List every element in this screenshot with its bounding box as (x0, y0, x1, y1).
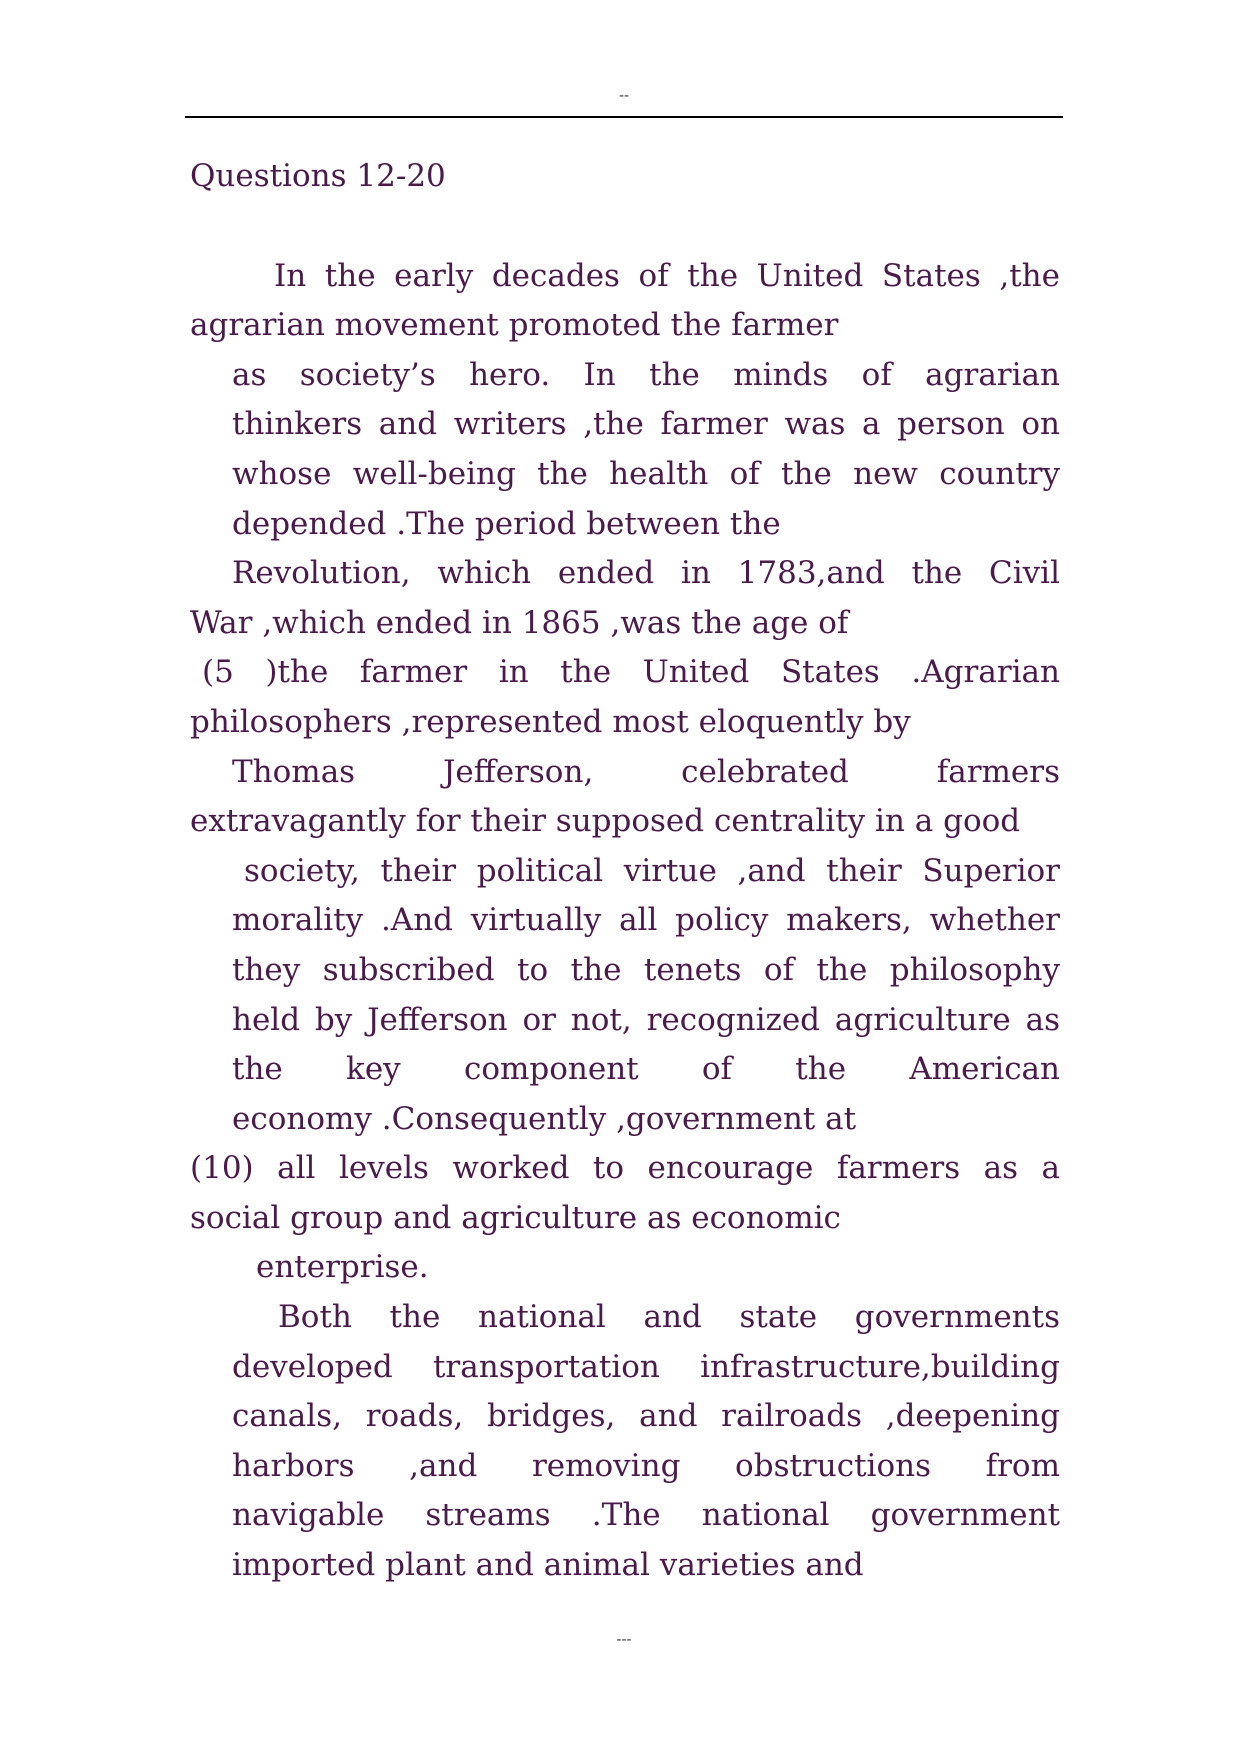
document-body (190, 152, 1060, 1591)
text-line: philosophers ,represented most eloquently by (190, 703, 911, 740)
text-line: War ,which ended in 1865 ,was the age of (190, 604, 849, 641)
text-line: the key component of the American (232, 1051, 1060, 1088)
text-line: whose well-being the health of the new country (232, 455, 1060, 492)
text-line: navigable streams .The national government (232, 1497, 1060, 1534)
text-line: imported plant and animal varieties and (232, 1547, 864, 1584)
text-line: In the early decades of the United States ,the (274, 257, 1060, 294)
text-line: thinkers and writers ,the farmer was a person on (232, 406, 1060, 443)
text-line: Revolution, which ended in 1783,and the Civil (232, 555, 1060, 592)
text-line: developed transportation infrastructure,building (232, 1348, 1060, 1385)
text-line: agrarian movement promoted the farmer (190, 307, 839, 344)
text-line: (10) all levels worked to encourage farmers as a (190, 1150, 1060, 1187)
text-line: morality .And virtually all policy makers, whether (232, 902, 1060, 939)
text-line: enterprise. (256, 1249, 429, 1286)
text-line: Both the national and state governments (278, 1299, 1060, 1336)
questions-heading: Questions 12-20 (190, 158, 446, 194)
text-line: they subscribed to the tenets of the philosophy (232, 951, 1060, 988)
text-line: canals, roads, bridges, and railroads ,deepening (232, 1398, 1060, 1435)
text-line: (5 )the farmer in the United States .Agrarian (202, 654, 1060, 691)
page-footer: --- (616, 1632, 632, 1648)
text-line: depended .The period between the (232, 505, 781, 542)
text-line: Thomas Jefferson, celebrated farmers (232, 753, 1060, 790)
header-mark: -- (618, 88, 630, 104)
text-line: as society’s hero. In the minds of agrarian (232, 356, 1060, 393)
page-header (185, 82, 1063, 118)
spacer (190, 202, 1060, 252)
text-line: society, their political virtue ,and their Superior (244, 852, 1060, 889)
text-line: extravagantly for their supposed centrality in a good (190, 803, 1021, 840)
text-line: social group and agriculture as economic (190, 1199, 841, 1236)
text-line: held by Jefferson or not, recognized agriculture as (232, 1001, 1060, 1038)
text-line: economy .Consequently ,government at (232, 1100, 857, 1137)
text-line: harbors ,and removing obstructions from (232, 1447, 1060, 1484)
